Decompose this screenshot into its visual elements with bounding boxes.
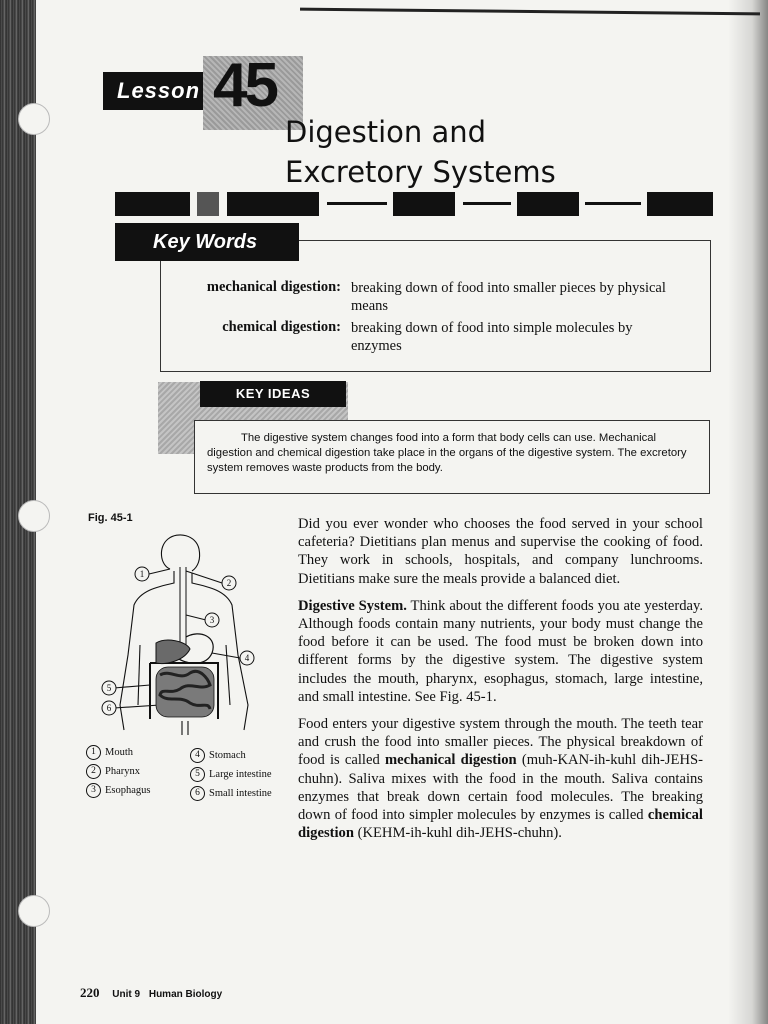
legend-number: 3	[86, 783, 101, 798]
key-words-heading: Key Words	[115, 223, 299, 261]
term-mechanical-digestion: mechanical digestion	[384, 752, 517, 769]
title-line-1: Digestion and	[285, 115, 487, 149]
callout-4-label: 4	[244, 653, 250, 663]
binder-hole	[18, 103, 50, 135]
binder-hole	[18, 895, 50, 927]
paragraph-text: Think about the different foods you ate yesterday. Although foods contain many nutrients, your body must change the food before it can be used. The food must be broken down into different forms by the digestive system. The digestive system includes the mouth, pharynx, esophagus, stomach, large intestine, and small intestine. See Fig. 45-1.	[298, 597, 703, 705]
callout-2-label: 2	[226, 578, 232, 588]
legend-item	[86, 764, 140, 779]
key-word-definition: breaking down of food into smaller pieces by physical means	[351, 280, 666, 314]
digestive-system-diagram	[100, 525, 290, 740]
callout-3-label: 3	[209, 615, 215, 625]
legend-name: Stomach	[209, 749, 246, 761]
paragraph-mouth	[298, 715, 703, 842]
legend-name: Large intestine	[209, 768, 272, 780]
paragraph-intro: Did you ever wonder who chooses the food served in your school cafeteria? Dietitians plan menus and supervise the cooking of food. They work in schools, hospitals, and company lunchrooms. Dietitians make sure the meals provide a balanced diet.	[298, 516, 703, 587]
unit-title: Human Biology	[148, 989, 223, 1000]
lesson-title	[285, 112, 556, 192]
small-intestine-coils	[156, 667, 214, 717]
key-word-term: chemical digestion:	[222, 319, 341, 335]
title-line-2: Excretory Systems	[285, 155, 556, 189]
legend-number: 6	[190, 786, 205, 801]
paragraph-text: Food enters your digestive system through the mouth. The teeth tear and crush the food into smaller pieces. The physical breakdown of food is called	[298, 716, 703, 769]
page-top-edge	[300, 8, 760, 16]
decorative-rule	[115, 192, 713, 216]
section-heading: Digestive System.	[298, 597, 407, 614]
key-word-definition: breaking down of food into simple molecules by enzymes	[351, 320, 633, 354]
callout-6-label: 6	[106, 703, 112, 713]
legend-name: Small intestine	[209, 787, 272, 799]
key-ideas-heading: KEY IDEAS	[200, 381, 346, 407]
callout-1-label: 1	[139, 569, 145, 579]
legend-name: Mouth	[105, 746, 134, 758]
paragraph-digestive-system	[298, 597, 703, 706]
page-number: 220	[80, 985, 100, 1000]
legend-item	[86, 745, 133, 760]
key-ideas-text: The digestive system changes food into a form that body cells can use. Mechanical digestion and chemical digestion take place in the organs of the digestive system. The excretory system removes waste products from the body.	[194, 420, 710, 494]
legend-item	[86, 783, 151, 798]
paragraph-text: (KEHM-ih-kuhl dih-JEHS-chuhn).	[353, 825, 562, 842]
figure-label: Fig. 45-1	[88, 512, 133, 524]
key-word-term: mechanical digestion:	[206, 279, 341, 295]
legend-item	[190, 767, 272, 782]
unit-label: Unit 9	[112, 989, 141, 1000]
binder-hole	[18, 500, 50, 532]
legend-number: 2	[86, 764, 101, 779]
legend-item	[190, 786, 272, 801]
page-edge-shadow	[728, 0, 768, 1024]
term-chemical-digestion: chemical digestion	[298, 807, 703, 842]
legend-name: Pharynx	[105, 765, 140, 777]
lesson-label: Lesson	[103, 72, 203, 110]
legend-item	[190, 748, 246, 763]
legend-number: 4	[190, 748, 205, 763]
legend-name: Esophagus	[105, 784, 151, 796]
paragraph-text: (muh-KAN-ih-kuhl dih-JEHS-chuhn). Saliva mixes with the food in the mouth. Saliva contains enzymes that break down certain food molecules. The breaking down of food into simpler molecules by enzymes is called	[298, 752, 703, 824]
legend-number: 5	[190, 767, 205, 782]
head-outline	[161, 535, 199, 571]
legend-number: 1	[86, 745, 101, 760]
callout-5-label: 5	[106, 683, 112, 693]
page-footer	[80, 985, 222, 1001]
body-text	[298, 515, 703, 851]
lesson-number: 45	[213, 51, 276, 120]
